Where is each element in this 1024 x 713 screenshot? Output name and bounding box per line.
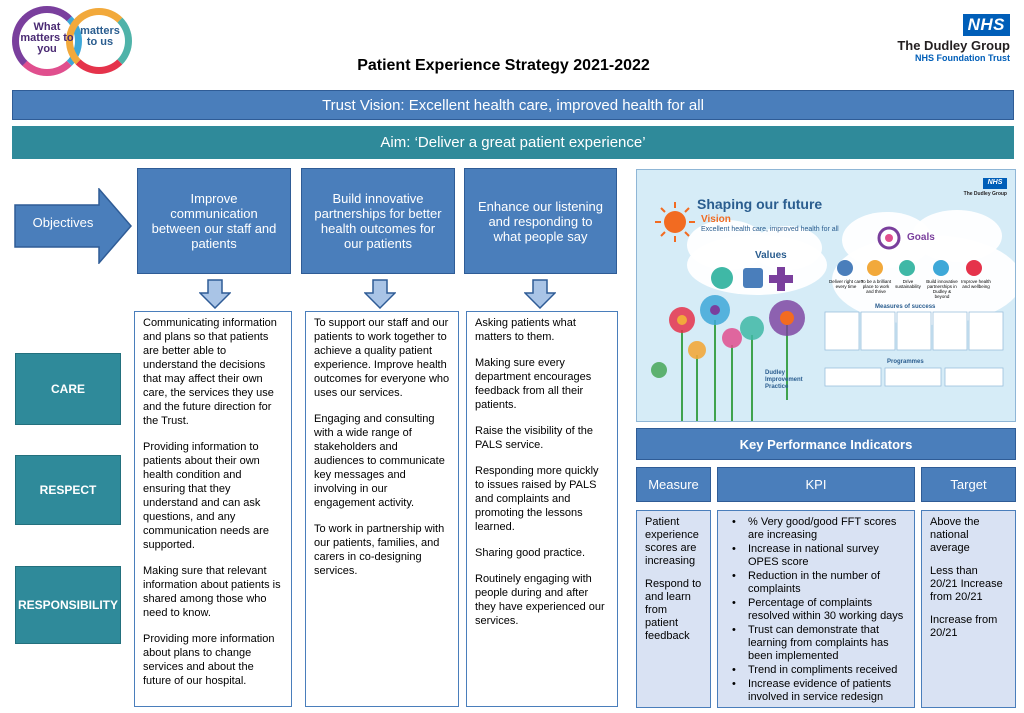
column-paragraph: Engaging and consulting with a wide range of stakeholders and audiences to communicate key messages and involving in our engagement activity.: [314, 413, 445, 509]
kpi-item: • % Very good/good FFT scores are increasing: [724, 516, 908, 542]
value-respect: RESPECT: [15, 455, 121, 525]
shaping-programmes-label: Programmes: [887, 359, 924, 365]
column-paragraph: Making sure every department encourages feedback from all their patients.: [475, 357, 592, 411]
shaping-goal: Improve health and wellbeing: [961, 279, 991, 289]
logo-text-what-matters: What matters to you: [20, 21, 74, 55]
logo-text-matters-to-us: matters to us: [80, 25, 120, 48]
column-paragraph: To support our staff and our patients to work together to achieve a quality patient experience. Improve health outcomes for everyone who uses our services.: [314, 317, 450, 399]
down-arrow-icon: [364, 279, 396, 309]
column-paragraph: Providing information to patients about their own health condition and ensuring that they understand and can ask questions, and any communication needs are supported.: [143, 441, 269, 551]
shaping-our-future-graphic: [637, 170, 1016, 422]
shaping-values-label: Values: [755, 250, 787, 261]
shaping-our-future-panel: [636, 169, 1016, 422]
column-paragraph: Raise the visibility of the PALS service.: [475, 425, 593, 451]
shaping-goal: Build innovative partnerships in Dudley & beyond: [926, 279, 958, 299]
value-care: CARE: [15, 353, 121, 425]
nhs-logo: [870, 14, 1010, 63]
column-paragraph: Making sure that relevant information about patients is shared among those who need to know.: [143, 565, 281, 619]
nhs-badge: NHS: [963, 14, 1010, 36]
value-responsibility: RESPONSIBILITY: [15, 566, 121, 644]
shaping-dip-label: Dudley Improvement Practice: [765, 370, 803, 390]
kpi-header: Key Performance Indicators: [636, 428, 1016, 460]
kpi-column-measure: Measure: [636, 467, 711, 502]
shaping-goal: To be a brilliant place to work and thrive: [860, 279, 892, 294]
column-paragraph: Asking patients what matters to them.: [475, 317, 576, 343]
kpi-item: • Increase in national survey OPES score: [724, 543, 908, 569]
nhs-org-name: The Dudley Group: [897, 38, 1010, 53]
communication-column: [134, 311, 292, 707]
shaping-nhs-org: The Dudley Group: [963, 191, 1007, 197]
kpi-item: • Reduction in the number of complaints: [724, 570, 908, 596]
kpi-column-kpi: KPI: [717, 467, 915, 502]
kpi-measure-item: Patient experience scores are increasing: [645, 516, 699, 567]
kpi-measure-item: Respond to and learn from patient feedback: [645, 578, 702, 642]
kpi-list-cell: [717, 510, 915, 708]
shaping-title: Shaping our future: [697, 196, 823, 212]
shaping-measures-label: Measures of success: [875, 304, 936, 310]
down-arrow-icon: [524, 279, 556, 309]
kpi-target-item: Increase from 20/21: [930, 614, 998, 639]
objective-build-partnerships: Build innovative partnerships for better health outcomes for our patients: [301, 168, 455, 274]
column-paragraph: Sharing good practice.: [475, 547, 586, 559]
column-paragraph: Responding more quickly to issues raised by PALS and complaints and promoting the lessons learned.: [475, 465, 599, 533]
kpi-measure-cell: [636, 510, 711, 708]
kpi-item: • Trend in compliments received: [724, 664, 908, 677]
shaping-goal: Deliver right care every time: [829, 279, 864, 289]
kpi-list: [724, 516, 908, 704]
kpi-target-item: Above the national average: [930, 516, 980, 554]
kpi-column-target: Target: [921, 467, 1016, 502]
column-paragraph: Routinely engaging with people during and after they have experienced our services.: [475, 573, 605, 627]
shaping-vision-label: Vision: [701, 214, 731, 225]
shaping-goals-label: Goals: [907, 232, 935, 243]
aim-banner: Aim: ‘Deliver a great patient experience’: [12, 126, 1014, 159]
column-paragraph: Communicating information and plans so that patients are better able to understand the decisions that may affect their own care, the services they use and the future direction for the Trust.: [143, 317, 277, 427]
shaping-goal: Drive sustainability: [895, 279, 921, 289]
objectives-label: Objectives: [32, 215, 94, 230]
vision-banner: Trust Vision: Excellent health care, improved health for all: [12, 90, 1014, 120]
kpi-target-item: Less than 20/21 Increase from 20/21: [930, 565, 1003, 603]
objective-improve-communication: Improve communication between our staff and patients: [137, 168, 291, 274]
nhs-trust-name: NHS Foundation Trust: [915, 53, 1010, 63]
kpi-item: • Trust can demonstrate that learning from complaints has been implemented: [724, 624, 908, 663]
shaping-nhs-badge: NHS: [987, 179, 1003, 186]
partnerships-column: [305, 311, 459, 707]
kpi-item: • Percentage of complaints resolved within 30 working days: [724, 597, 908, 623]
kpi-item: • Increase evidence of patients involved in service redesign: [724, 678, 908, 704]
down-arrow-icon: [199, 279, 231, 309]
listening-column: [466, 311, 618, 707]
column-paragraph: To work in partnership with our patients, families, and carers in co-designing services.: [314, 523, 445, 577]
column-paragraph: Providing more information about plans to change services and about the future of our hospital.: [143, 633, 275, 687]
objective-enhance-listening: Enhance our listening and responding to what people say: [464, 168, 617, 274]
shaping-vision-text: Excellent health care, improved health for all: [701, 226, 839, 233]
page-title: Patient Experience Strategy 2021-2022: [357, 57, 650, 74]
kpi-target-cell: [921, 510, 1016, 708]
